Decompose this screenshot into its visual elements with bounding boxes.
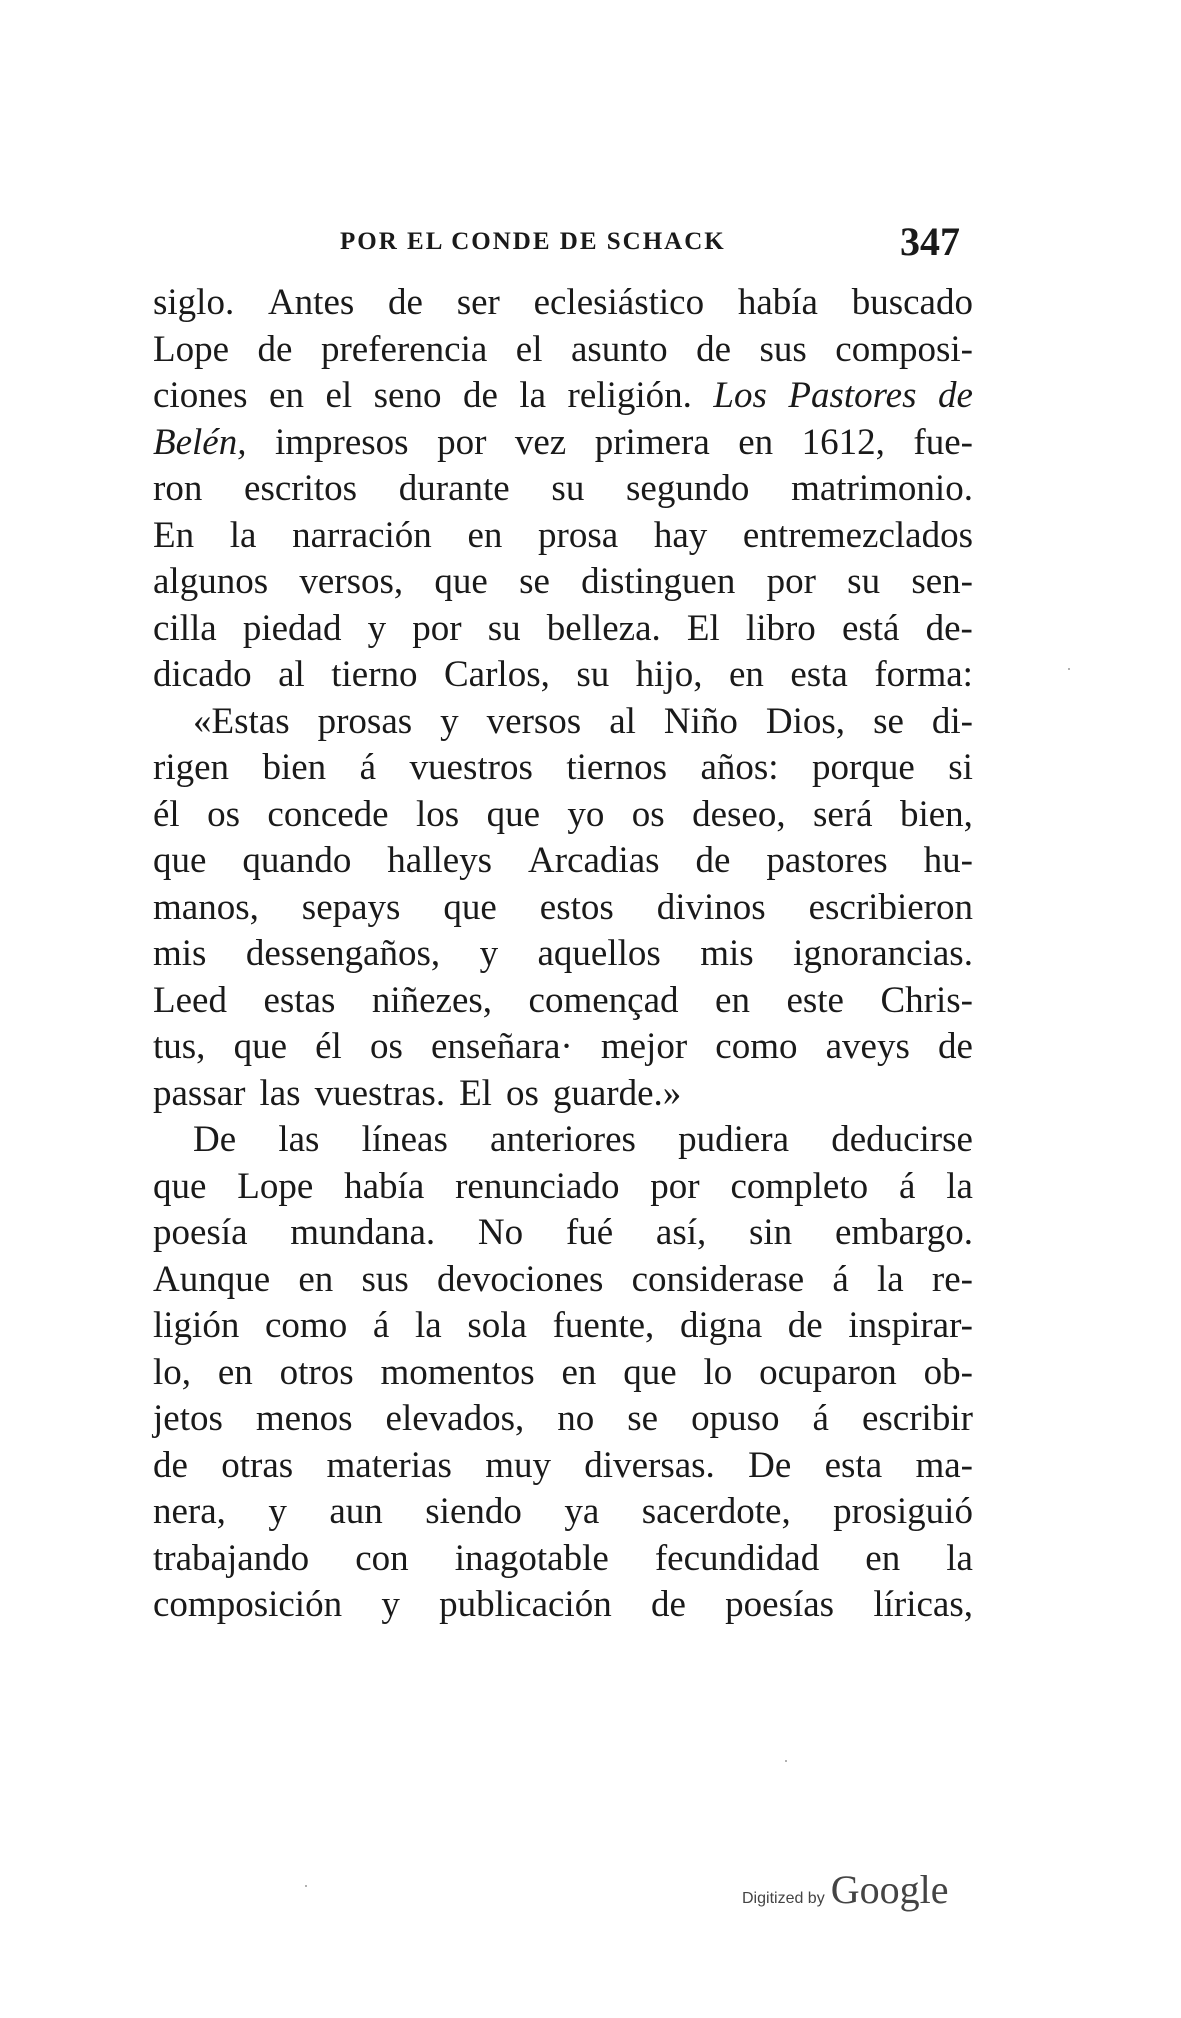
word: segundo bbox=[626, 468, 750, 509]
word: opuso bbox=[691, 1398, 780, 1439]
word: fecundidad bbox=[654, 1537, 820, 1579]
word: hijo, bbox=[635, 654, 703, 695]
text-line bbox=[153, 1536, 973, 1583]
word: en bbox=[467, 514, 503, 556]
word: escribir bbox=[861, 1398, 973, 1439]
word: El bbox=[686, 607, 720, 649]
word: considerase bbox=[631, 1258, 805, 1300]
text-line bbox=[153, 559, 973, 606]
text-line bbox=[153, 1210, 973, 1257]
text-line bbox=[153, 466, 973, 513]
word: dicado bbox=[153, 654, 252, 695]
word: ocuparon bbox=[759, 1351, 897, 1393]
word: la bbox=[946, 1537, 973, 1579]
word: manos, bbox=[153, 886, 259, 928]
word: sen- bbox=[911, 561, 973, 602]
word: él bbox=[315, 1026, 342, 1067]
word: en bbox=[728, 654, 764, 695]
word: sepays bbox=[301, 886, 401, 928]
word: la bbox=[519, 375, 547, 416]
word: se bbox=[873, 700, 904, 742]
word: materias bbox=[326, 1444, 452, 1486]
word: aveys bbox=[825, 1026, 910, 1067]
word: líneas bbox=[361, 1119, 448, 1160]
word: de bbox=[937, 375, 973, 416]
word: guarde.» bbox=[552, 1072, 682, 1114]
word: de bbox=[388, 282, 423, 323]
text-line bbox=[153, 1024, 973, 1071]
word: tierno bbox=[331, 654, 418, 695]
word: os bbox=[631, 793, 665, 835]
word: primera bbox=[594, 421, 710, 463]
word: deducirse bbox=[831, 1119, 973, 1160]
word: hay bbox=[653, 514, 708, 556]
word: en bbox=[561, 1351, 597, 1393]
word: piedad bbox=[242, 607, 342, 649]
text-line bbox=[153, 1489, 973, 1536]
word: en bbox=[865, 1537, 901, 1579]
word: El bbox=[459, 1072, 492, 1114]
word: os bbox=[207, 793, 240, 835]
text-line bbox=[153, 1071, 973, 1118]
word: publicación bbox=[439, 1584, 612, 1625]
scan-speck bbox=[1068, 668, 1070, 670]
word: menos bbox=[255, 1398, 353, 1439]
word: poesía bbox=[153, 1212, 248, 1253]
word: que bbox=[623, 1351, 677, 1393]
word: distinguen bbox=[581, 561, 736, 602]
text-line bbox=[153, 792, 973, 839]
word: sus bbox=[361, 1258, 409, 1300]
watermark-small-text: Digitized by bbox=[742, 1890, 825, 1907]
word: al bbox=[278, 654, 305, 695]
word: libro bbox=[745, 607, 816, 649]
word: ignorancias. bbox=[793, 933, 973, 974]
word: y bbox=[440, 700, 459, 742]
text-line bbox=[153, 1164, 973, 1211]
word: impresos bbox=[274, 421, 409, 463]
word: de bbox=[257, 328, 293, 370]
word: forma: bbox=[874, 654, 973, 695]
word: se bbox=[627, 1398, 659, 1439]
word: en bbox=[269, 375, 304, 416]
body-text bbox=[153, 280, 973, 1629]
word: sacerdote, bbox=[641, 1491, 791, 1532]
word: este bbox=[786, 979, 844, 1021]
word: por bbox=[412, 607, 462, 649]
word: No bbox=[477, 1212, 524, 1253]
word: Chris- bbox=[880, 979, 973, 1021]
scan-speck bbox=[305, 1885, 307, 1887]
word: anteriores bbox=[490, 1119, 636, 1160]
word: y bbox=[479, 933, 499, 974]
scan-speck bbox=[785, 1760, 787, 1762]
word: embargo. bbox=[834, 1212, 973, 1253]
word: al bbox=[609, 700, 636, 742]
word: De bbox=[748, 1444, 792, 1486]
word: lo bbox=[703, 1351, 733, 1393]
word: de bbox=[696, 328, 731, 370]
word: nera, bbox=[153, 1491, 226, 1532]
word: á bbox=[359, 747, 377, 788]
word: buscado bbox=[851, 282, 973, 323]
word: yo bbox=[567, 793, 605, 835]
word: bien bbox=[262, 747, 327, 788]
word: tus, bbox=[153, 1026, 206, 1067]
word: mis bbox=[700, 933, 754, 974]
word: había bbox=[344, 1165, 425, 1207]
word: Lope bbox=[153, 328, 230, 370]
word: en bbox=[738, 421, 774, 463]
word: á bbox=[812, 1398, 829, 1439]
word: muy bbox=[485, 1444, 551, 1486]
word: no bbox=[557, 1398, 595, 1439]
word: composición bbox=[153, 1584, 343, 1625]
word: quando bbox=[242, 840, 352, 881]
word: Los bbox=[713, 375, 767, 416]
word: años: bbox=[700, 747, 779, 788]
word: sus bbox=[759, 328, 807, 370]
word: á bbox=[372, 1305, 390, 1346]
word: ciones bbox=[153, 375, 248, 416]
word: algunos bbox=[153, 561, 269, 602]
word: los bbox=[415, 793, 460, 835]
word: Dios, bbox=[765, 700, 846, 742]
text-line bbox=[153, 1396, 973, 1443]
text-line bbox=[153, 513, 973, 560]
word: que bbox=[153, 840, 207, 881]
word: rigen bbox=[153, 747, 230, 788]
word: asunto bbox=[570, 328, 668, 370]
word: Leed bbox=[153, 979, 227, 1021]
word: Aunque bbox=[153, 1258, 271, 1300]
word: escritos bbox=[244, 468, 358, 509]
word: deseo, bbox=[692, 793, 786, 835]
word: dessengaños, bbox=[245, 933, 441, 974]
digitized-by-google-watermark bbox=[742, 1866, 948, 1913]
word: Carlos, bbox=[444, 654, 550, 695]
word: narración bbox=[292, 514, 432, 556]
word: él bbox=[153, 793, 180, 835]
word: lo, bbox=[153, 1351, 192, 1393]
word: ser bbox=[456, 282, 500, 323]
word: la bbox=[877, 1258, 904, 1300]
word: preferencia bbox=[320, 328, 488, 370]
word: sola bbox=[467, 1305, 527, 1346]
word: durante bbox=[398, 468, 510, 509]
word: así, bbox=[655, 1212, 707, 1253]
word: y bbox=[268, 1491, 287, 1532]
word: fué bbox=[565, 1212, 614, 1253]
word: ma- bbox=[915, 1444, 973, 1486]
google-logo-text: Google bbox=[830, 1867, 949, 1912]
text-line bbox=[153, 652, 973, 699]
word: las bbox=[259, 1072, 301, 1114]
word: el bbox=[325, 375, 353, 416]
word: y bbox=[367, 607, 387, 649]
word: divinos bbox=[656, 886, 766, 928]
word: elevados, bbox=[385, 1398, 525, 1439]
text-line bbox=[153, 1117, 973, 1164]
word: que bbox=[233, 1026, 287, 1067]
word: Belén, bbox=[153, 421, 247, 463]
word: se bbox=[519, 561, 550, 602]
word: versos, bbox=[299, 561, 404, 602]
text-line bbox=[153, 420, 973, 467]
word: hu- bbox=[923, 840, 973, 881]
word: Arcadias bbox=[528, 840, 660, 881]
word: prosas bbox=[317, 700, 413, 742]
word: está bbox=[841, 607, 900, 649]
word: os bbox=[505, 1072, 539, 1114]
word: prosa bbox=[538, 514, 619, 556]
word: porque bbox=[812, 747, 915, 788]
word: que bbox=[434, 561, 488, 602]
word: renunciado bbox=[455, 1165, 620, 1207]
text-line bbox=[153, 1582, 973, 1629]
word: de- bbox=[925, 607, 973, 649]
word: siglo. bbox=[153, 282, 235, 323]
word: De bbox=[193, 1119, 237, 1160]
word: y bbox=[381, 1584, 400, 1625]
word: composi- bbox=[835, 328, 973, 370]
running-title: POR EL CONDE DE SCHACK bbox=[340, 228, 726, 255]
word: su bbox=[487, 607, 521, 649]
word: completo bbox=[730, 1165, 869, 1207]
word: mis bbox=[153, 933, 207, 974]
word: aquellos bbox=[537, 933, 661, 974]
word: el bbox=[515, 328, 543, 370]
running-head bbox=[340, 219, 960, 268]
word: poesías bbox=[725, 1584, 835, 1625]
word: mundana. bbox=[290, 1212, 436, 1253]
word: su bbox=[576, 654, 610, 695]
word: inagotable bbox=[454, 1537, 609, 1579]
word: esta bbox=[790, 654, 848, 695]
word: su bbox=[847, 561, 881, 602]
word: de bbox=[650, 1584, 686, 1625]
text-line bbox=[153, 931, 973, 978]
text-line bbox=[153, 978, 973, 1025]
word: belleza. bbox=[546, 607, 661, 649]
word: Lope bbox=[237, 1165, 314, 1207]
word: vuestros bbox=[409, 747, 533, 788]
word: en bbox=[217, 1351, 253, 1393]
word: vez bbox=[514, 421, 567, 463]
word: escribieron bbox=[808, 886, 973, 928]
word: á bbox=[898, 1165, 916, 1207]
word: halleys bbox=[387, 840, 493, 881]
word: la bbox=[229, 514, 257, 556]
word: mejor bbox=[600, 1026, 688, 1067]
word: la bbox=[946, 1165, 973, 1207]
word: religión. bbox=[567, 375, 692, 416]
word: diversas. bbox=[584, 1444, 715, 1486]
word: por bbox=[650, 1165, 700, 1207]
page-number: 347 bbox=[900, 219, 960, 264]
word: de bbox=[462, 375, 498, 416]
word: vuestras. bbox=[314, 1072, 446, 1114]
word: Pastores bbox=[788, 375, 917, 416]
word: niñezes, bbox=[371, 979, 493, 1021]
word: enseñara· bbox=[430, 1026, 573, 1067]
text-line bbox=[153, 1257, 973, 1304]
word: de bbox=[937, 1026, 973, 1067]
word: pastores bbox=[766, 840, 888, 881]
word: las bbox=[278, 1119, 320, 1160]
word: devociones bbox=[436, 1258, 604, 1300]
word: la bbox=[414, 1305, 442, 1346]
word: 1612, bbox=[801, 421, 885, 463]
word: que bbox=[153, 1165, 207, 1207]
word: por bbox=[437, 421, 487, 463]
word: en bbox=[298, 1258, 334, 1300]
word: ron bbox=[153, 468, 203, 509]
word: versos bbox=[486, 700, 582, 742]
word: ya bbox=[564, 1491, 600, 1532]
word: estas bbox=[263, 979, 336, 1021]
word: aun bbox=[329, 1491, 383, 1532]
word: á bbox=[832, 1258, 849, 1300]
word: tiernos bbox=[566, 747, 668, 788]
text-line bbox=[153, 745, 973, 792]
word: será bbox=[812, 793, 873, 835]
text-line bbox=[153, 280, 973, 327]
word: sin bbox=[749, 1212, 793, 1253]
word: si bbox=[948, 747, 973, 788]
word: su bbox=[551, 468, 585, 509]
word: como bbox=[265, 1305, 348, 1346]
text-line bbox=[153, 1350, 973, 1397]
word: siendo bbox=[425, 1491, 522, 1532]
word: fuente, bbox=[552, 1305, 655, 1346]
word: matrimonio. bbox=[791, 468, 973, 509]
word: ligión bbox=[153, 1305, 240, 1346]
word: momentos bbox=[380, 1351, 535, 1393]
text-line bbox=[153, 838, 973, 885]
word: bien, bbox=[899, 793, 973, 835]
word: con bbox=[355, 1537, 409, 1579]
word: de bbox=[153, 1444, 188, 1486]
word: En bbox=[153, 514, 195, 556]
word: trabajando bbox=[153, 1537, 310, 1579]
word: començad bbox=[528, 979, 679, 1021]
word: digna bbox=[679, 1305, 763, 1346]
word: passar bbox=[153, 1072, 246, 1114]
text-line bbox=[153, 1303, 973, 1350]
word: en bbox=[715, 979, 750, 1021]
text-line bbox=[153, 885, 973, 932]
text-line bbox=[153, 327, 973, 374]
word: de bbox=[787, 1305, 823, 1346]
word: otros bbox=[279, 1351, 354, 1393]
word: por bbox=[766, 561, 816, 602]
word: otras bbox=[221, 1444, 294, 1486]
word: que bbox=[443, 886, 497, 928]
text-line bbox=[153, 606, 973, 653]
word: fue- bbox=[913, 421, 973, 463]
word: que bbox=[486, 793, 540, 835]
word: líricas, bbox=[873, 1584, 973, 1625]
word: pudiera bbox=[678, 1119, 790, 1160]
text-line bbox=[153, 1443, 973, 1490]
word: concede bbox=[267, 793, 389, 835]
word: Antes bbox=[267, 282, 355, 323]
word: cilla bbox=[153, 607, 217, 649]
word: había bbox=[737, 282, 818, 323]
word: estos bbox=[539, 886, 614, 928]
text-line bbox=[153, 373, 973, 420]
word: os bbox=[369, 1026, 403, 1067]
word: di- bbox=[931, 700, 973, 742]
word: de bbox=[695, 840, 731, 881]
text-line bbox=[153, 699, 973, 746]
word: «Estas bbox=[193, 700, 290, 742]
word: eclesiástico bbox=[533, 282, 705, 323]
word: esta bbox=[824, 1444, 883, 1486]
word: entremezclados bbox=[742, 514, 973, 556]
word: ob- bbox=[923, 1351, 973, 1393]
word: jetos bbox=[153, 1398, 223, 1439]
word: prosiguió bbox=[833, 1491, 973, 1532]
word: re- bbox=[931, 1258, 973, 1300]
word: seno bbox=[373, 375, 442, 416]
word: Niño bbox=[663, 700, 738, 742]
word: inspirar- bbox=[848, 1305, 973, 1346]
word: como bbox=[715, 1026, 798, 1067]
